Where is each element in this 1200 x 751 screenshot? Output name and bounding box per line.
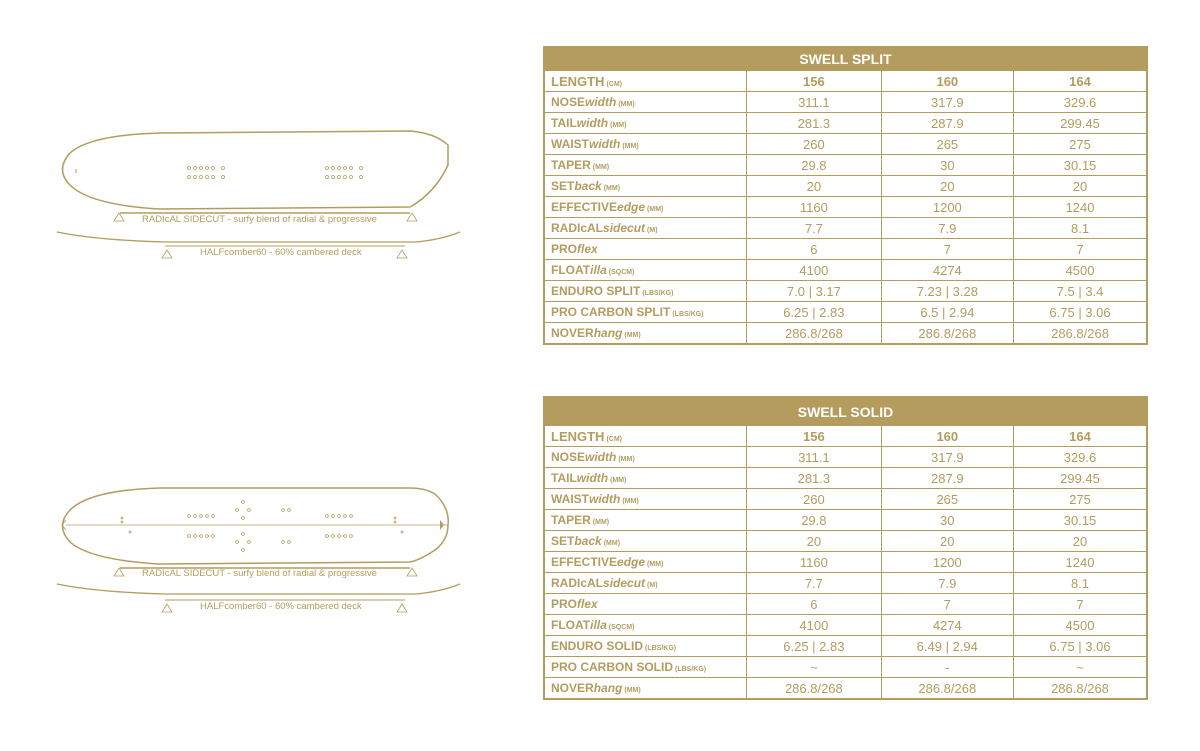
row-label-main: NOSE (551, 450, 586, 464)
size-header-cell: 164 (1014, 426, 1148, 447)
row-label (544, 92, 747, 113)
split-board-top-view (50, 125, 460, 225)
row-label (544, 197, 747, 218)
table-row (544, 426, 1147, 447)
row-label-main: TAPER (551, 513, 591, 527)
row-label-main: PRO (551, 597, 578, 611)
row-label-main: WAIST (551, 492, 589, 506)
table-row (544, 657, 1147, 678)
row-label-unit: (MM) (618, 456, 635, 463)
value-cell: 275 (1014, 489, 1148, 510)
row-label-unit: (LBS/KG) (675, 666, 707, 673)
value-cell: 1240 (1014, 197, 1147, 218)
value-cell: 20 (1014, 531, 1148, 552)
table-row (544, 489, 1147, 510)
table-row (544, 218, 1147, 239)
row-label-suffix: width (589, 137, 621, 151)
row-label-suffix: edge (617, 200, 646, 214)
table-row (544, 531, 1147, 552)
row-label (544, 134, 747, 155)
table-row (544, 176, 1147, 197)
size-header-cell: 156 (747, 426, 881, 447)
value-cell: 286.8/268 (1014, 678, 1148, 700)
table-row (544, 678, 1147, 700)
value-cell: 7.5 | 3.4 (1014, 281, 1147, 302)
split-sidecut-caption: RADIcAL SIDECUT - surfy blend of radial & progressive (142, 214, 377, 225)
value-cell: 8.1 (1014, 218, 1147, 239)
row-label-main: LENGTH (551, 73, 605, 89)
value-cell: 7 (881, 239, 1013, 260)
row-label (544, 636, 747, 657)
table-body (544, 71, 1147, 345)
row-label-suffix: width (589, 492, 621, 506)
value-cell: 4274 (881, 260, 1013, 281)
row-label-main: TAPER (551, 158, 591, 172)
value-cell: 6 (747, 239, 881, 260)
value-cell: ~ (747, 657, 881, 678)
row-label-unit: (MM) (610, 477, 627, 484)
table-row (544, 302, 1147, 323)
value-cell: 1160 (747, 552, 881, 573)
row-label-suffix: back (574, 179, 602, 193)
value-cell: 281.3 (747, 468, 881, 489)
row-label-main: PRO CARBON SOLID (551, 660, 674, 674)
row-label-unit: (MM) (622, 498, 639, 505)
value-cell: 7.23 | 3.28 (881, 281, 1013, 302)
value-cell: 7.7 (747, 573, 881, 594)
value-cell: 317.9 (881, 447, 1013, 468)
split-binding-inserts-left (188, 167, 225, 179)
row-label (544, 615, 747, 636)
table-body (544, 426, 1147, 700)
row-label-unit: (MM) (603, 540, 621, 547)
row-label (544, 260, 747, 281)
row-label-main: PRO (551, 242, 578, 256)
value-cell: 30 (881, 510, 1013, 531)
row-label (544, 218, 747, 239)
value-cell: 281.3 (747, 113, 881, 134)
size-header-cell: 164 (1014, 71, 1147, 92)
table-row (544, 323, 1147, 345)
value-cell: 260 (747, 489, 881, 510)
table-title: SWELL SPLIT (544, 47, 1147, 71)
split-camber-caption: HALFcomber60 - 60% cambered deck (200, 247, 362, 258)
swell-split-spec-table (543, 46, 1148, 345)
row-label-main: TAIL (551, 116, 577, 130)
row-label-suffix: sidecut (603, 576, 646, 590)
row-label (544, 552, 747, 573)
table-title: SWELL SOLID (544, 397, 1147, 426)
row-label-suffix: hang (593, 326, 623, 340)
row-label-unit: (SQCM) (608, 624, 635, 631)
value-cell: 286.8/268 (1014, 323, 1147, 345)
row-label (544, 71, 747, 92)
solid-camber-caption: HALFcomber60 - 60% cambered deck (200, 601, 362, 612)
value-cell: 275 (1014, 134, 1147, 155)
table-row (544, 468, 1147, 489)
row-label (544, 447, 747, 468)
row-label-main: FLOAT (551, 618, 591, 632)
value-cell: 329.6 (1014, 447, 1148, 468)
row-label-suffix: back (574, 534, 602, 548)
size-header-cell: 156 (747, 71, 881, 92)
row-label-suffix: flex (577, 597, 598, 611)
value-cell: 6.25 | 2.83 (747, 302, 881, 323)
row-label-suffix: illa (590, 618, 607, 632)
value-cell: 286.8/268 (747, 323, 881, 345)
row-label-unit: (MM) (624, 332, 641, 339)
table-row (544, 113, 1147, 134)
row-label (544, 594, 747, 615)
table-row (544, 92, 1147, 113)
table-row (544, 71, 1147, 92)
row-label-main: NOSE (551, 95, 586, 109)
row-label (544, 323, 747, 345)
table-row (544, 573, 1147, 594)
value-cell: 7.9 (881, 218, 1013, 239)
value-cell: 20 (747, 531, 881, 552)
row-label-main: FLOAT (551, 263, 591, 277)
value-cell: - (881, 657, 1013, 678)
value-cell: 4500 (1014, 615, 1148, 636)
row-label-unit: (CM) (606, 80, 623, 88)
row-label-suffix: flex (577, 242, 598, 256)
value-cell: 287.9 (881, 113, 1013, 134)
value-cell: 329.6 (1014, 92, 1147, 113)
value-cell: 6 (747, 594, 881, 615)
value-cell: 8.1 (1014, 573, 1148, 594)
value-cell: 286.8/268 (747, 678, 881, 700)
value-cell: 20 (747, 176, 881, 197)
row-label (544, 678, 747, 700)
row-label-unit: (MM) (624, 687, 641, 694)
row-label-unit: (M) (647, 582, 658, 589)
row-label-main: WAIST (551, 137, 589, 151)
value-cell: 6.49 | 2.94 (881, 636, 1013, 657)
row-label (544, 510, 747, 531)
value-cell: 7 (1014, 594, 1148, 615)
row-label-main: NOVER (551, 681, 594, 695)
row-label-suffix: illa (590, 263, 607, 277)
value-cell: 311.1 (747, 447, 881, 468)
row-label-main: EFFECTIVE (551, 200, 618, 214)
value-cell: 1160 (747, 197, 881, 218)
value-cell: 7 (881, 594, 1013, 615)
value-cell: 287.9 (881, 468, 1013, 489)
solid-binding-inserts (121, 501, 403, 552)
solid-sidecut-caption: RADIcAL SIDECUT - surfy blend of radial & progressive (142, 568, 377, 579)
value-cell: 260 (747, 134, 881, 155)
row-label-unit: (MM) (622, 143, 639, 150)
value-cell: 265 (881, 489, 1013, 510)
row-label-main: RADIcAL (551, 221, 604, 235)
value-cell: 4500 (1014, 260, 1147, 281)
row-label-suffix: edge (617, 555, 646, 569)
value-cell: 4100 (747, 615, 881, 636)
table-row (544, 510, 1147, 531)
value-cell: 311.1 (747, 92, 881, 113)
row-label-unit: (LBS/KG) (672, 311, 704, 318)
value-cell: 29.8 (747, 155, 881, 176)
row-label-unit: (MM) (610, 122, 627, 129)
value-cell: 20 (881, 176, 1013, 197)
row-label (544, 176, 747, 197)
value-cell: 286.8/268 (881, 323, 1013, 345)
row-label-unit: (SQCM) (608, 269, 635, 276)
row-label (544, 489, 747, 510)
value-cell: 1200 (881, 552, 1013, 573)
value-cell: 6.25 | 2.83 (747, 636, 881, 657)
table-row (544, 281, 1147, 302)
row-label-main: RADIcAL (551, 576, 604, 590)
row-label-main: NOVER (551, 326, 594, 340)
row-label-unit: (MM) (592, 164, 610, 171)
value-cell: 7 (1014, 239, 1147, 260)
row-label-unit: (LBS/KG) (645, 645, 677, 652)
value-cell: 1200 (881, 197, 1013, 218)
row-label-suffix: width (585, 95, 617, 109)
value-cell: 7.9 (881, 573, 1013, 594)
row-label-main: ENDURO SPLIT (551, 284, 641, 298)
row-label-main: SET (551, 179, 575, 193)
swell-solid-spec-table (543, 396, 1148, 700)
row-label-main: SET (551, 534, 575, 548)
row-label (544, 531, 747, 552)
row-label-main: TAIL (551, 471, 577, 485)
table-row (544, 197, 1147, 218)
value-cell: 1240 (1014, 552, 1148, 573)
value-cell: 29.8 (747, 510, 881, 531)
row-label-main: EFFECTIVE (551, 555, 618, 569)
row-label-unit: (MM) (647, 206, 664, 213)
value-cell: 4100 (747, 260, 881, 281)
size-header-cell: 160 (881, 426, 1013, 447)
value-cell: 6.75 | 3.06 (1014, 302, 1147, 323)
table-row (544, 260, 1147, 281)
row-label-suffix: width (576, 471, 609, 485)
table-row (544, 239, 1147, 260)
row-label-unit: (LBS/KG) (642, 290, 674, 297)
row-label-suffix: hang (593, 681, 623, 695)
row-label-unit: (M) (647, 227, 658, 234)
value-cell: 7.7 (747, 218, 881, 239)
table-row (544, 552, 1147, 573)
row-label (544, 468, 747, 489)
solid-board-top-view (50, 480, 460, 580)
value-cell: 265 (881, 134, 1013, 155)
table-row (544, 155, 1147, 176)
row-label-suffix: width (585, 450, 617, 464)
value-cell: 30 (881, 155, 1013, 176)
row-label-main: LENGTH (551, 428, 605, 444)
value-cell: 299.45 (1014, 113, 1147, 134)
value-cell: 299.45 (1014, 468, 1148, 489)
row-label (544, 239, 747, 260)
row-label-unit: (MM) (592, 519, 610, 526)
row-label-unit: (MM) (647, 561, 664, 568)
value-cell: 286.8/268 (881, 678, 1013, 700)
row-label-unit: (MM) (603, 185, 621, 192)
table-row (544, 134, 1147, 155)
row-label-suffix: width (576, 116, 609, 130)
row-label-unit: (CM) (606, 435, 623, 443)
row-label (544, 426, 747, 447)
value-cell: 20 (881, 531, 1013, 552)
row-label-unit: (MM) (618, 101, 635, 108)
value-cell: 4274 (881, 615, 1013, 636)
value-cell: 317.9 (881, 92, 1013, 113)
row-label (544, 657, 747, 678)
value-cell: ~ (1014, 657, 1148, 678)
row-label-suffix: sidecut (603, 221, 646, 235)
table-row (544, 615, 1147, 636)
value-cell: 6.75 | 3.06 (1014, 636, 1148, 657)
value-cell: 7.0 | 3.17 (747, 281, 881, 302)
value-cell: 30.15 (1014, 510, 1148, 531)
value-cell: 20 (1014, 176, 1147, 197)
row-label (544, 281, 747, 302)
table-row (544, 636, 1147, 657)
value-cell: 6.5 | 2.94 (881, 302, 1013, 323)
table-row (544, 594, 1147, 615)
row-label-main: PRO CARBON SPLIT (551, 305, 671, 319)
split-binding-inserts-right (326, 167, 363, 179)
value-cell: 30.15 (1014, 155, 1147, 176)
size-header-cell: 160 (881, 71, 1013, 92)
row-label (544, 302, 747, 323)
row-label (544, 155, 747, 176)
table-row (544, 447, 1147, 468)
row-label (544, 113, 747, 134)
row-label-main: ENDURO SOLID (551, 639, 644, 653)
row-label (544, 573, 747, 594)
